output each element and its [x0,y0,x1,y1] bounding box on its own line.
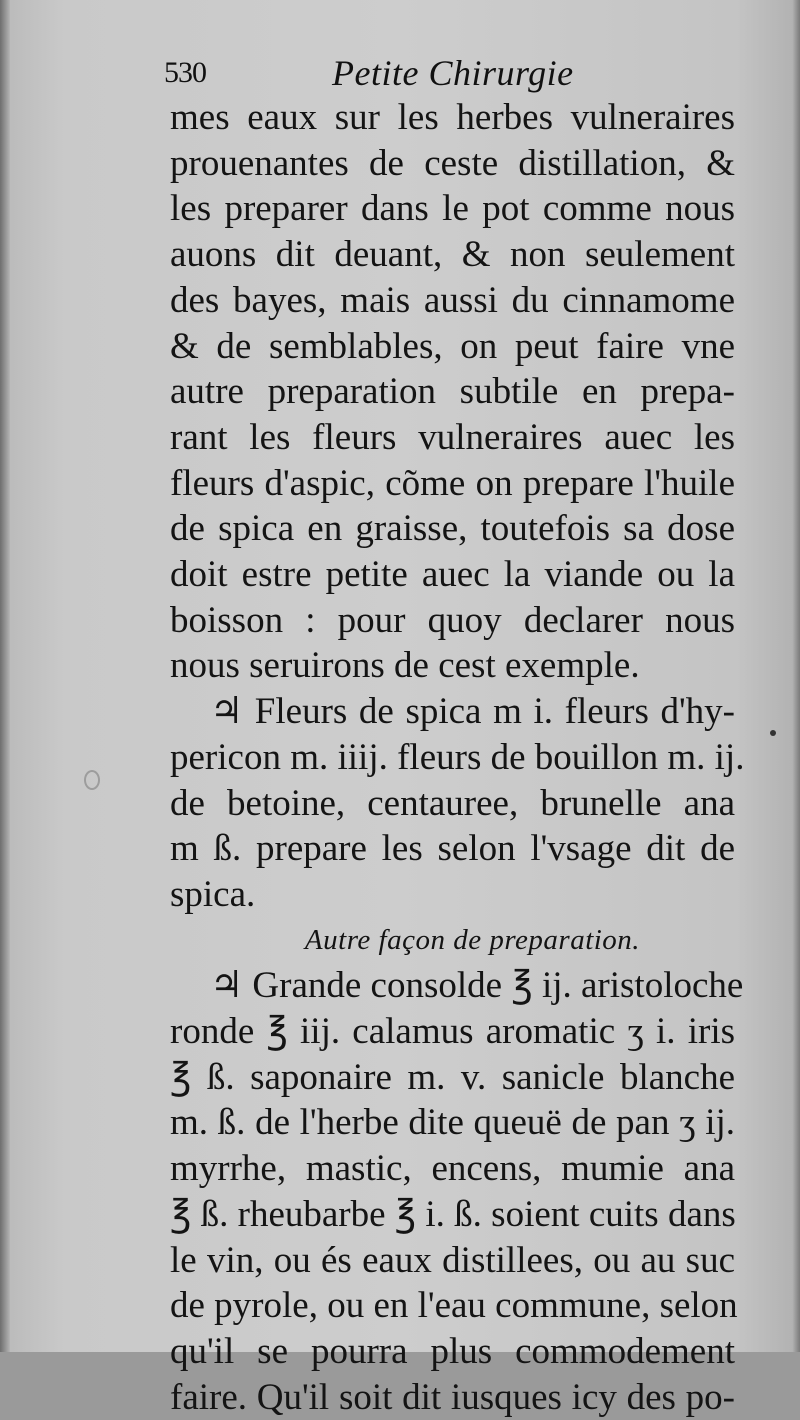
text-line: boisson : pour quoy declarer nous [170,599,735,641]
paper-blemish [84,770,100,790]
text-line: nous seruirons de cest exemple. [170,645,640,687]
running-title: Petite Chirurgie [332,53,574,93]
text-line: fleurs d'aspic, cõme on prepare l'huile [170,462,735,504]
text-line: le vin, ou és eaux distillees, ou au suc [170,1239,735,1281]
text-line: mes eaux sur les herbes vulneraires [170,97,735,138]
text-line: ℥ ß. rheubarbe ℥ i. ß. soient cuits dans [170,1193,736,1235]
text-line: autre preparation subtile en prepa- [170,371,735,413]
text-line: auons dit deuant, & non seulement [170,234,735,276]
running-head [160,52,760,92]
ink-speck [770,730,776,736]
text-line: doit estre petite auec la viande ou la [170,554,735,596]
text-line: & de semblables, on peut faire vne [170,325,735,367]
text-line: faire. Qu'il soit dit iusques icy des po- [170,1376,735,1418]
text-line: myrrhe, mastic, encens, mumie ana [170,1148,735,1190]
text-line: ♃ Fleurs de spica m i. fleurs d'hy- [210,691,735,733]
text-line: ♃ Grande consolde ℥ ij. aristoloche [210,965,744,1007]
text-line: prouenantes de ceste distillation, & [170,142,735,184]
section-subheading: Autre façon de preparation. [304,923,641,956]
text-line: ronde ℥ iij. calamus aromatic ʒ i. iris [170,1011,735,1053]
text-line: de spica en graisse, toutefois sa dose [170,508,735,550]
text-line: rant les fleurs vulneraires auec les [170,416,735,458]
text-line: spica. [170,873,256,915]
page-number: 530 [164,56,206,89]
text-line: de betoine, centauree, brunelle ana [170,782,735,824]
text-line: qu'il se pourra plus commodement [170,1330,735,1372]
text-line: pericon m. iiij. fleurs de bouillon m. ij. [170,736,745,778]
body-text [170,95,745,1420]
text-line: des bayes, mais aussi du cinnamome [170,279,735,321]
page-right-edge [792,0,800,1352]
text-line: les preparer dans le pot comme nous [170,188,735,230]
text-line: m. ß. de l'herbe dite queuë de pan ʒ ij. [170,1102,735,1144]
text-line: de pyrole, ou en l'eau commune, selon [170,1285,738,1327]
page-left-edge [0,0,10,1352]
text-line: ℥ ß. saponaire m. v. sanicle blanche [170,1056,735,1098]
text-line: m ß. prepare les selon l'vsage dit de [170,828,735,870]
